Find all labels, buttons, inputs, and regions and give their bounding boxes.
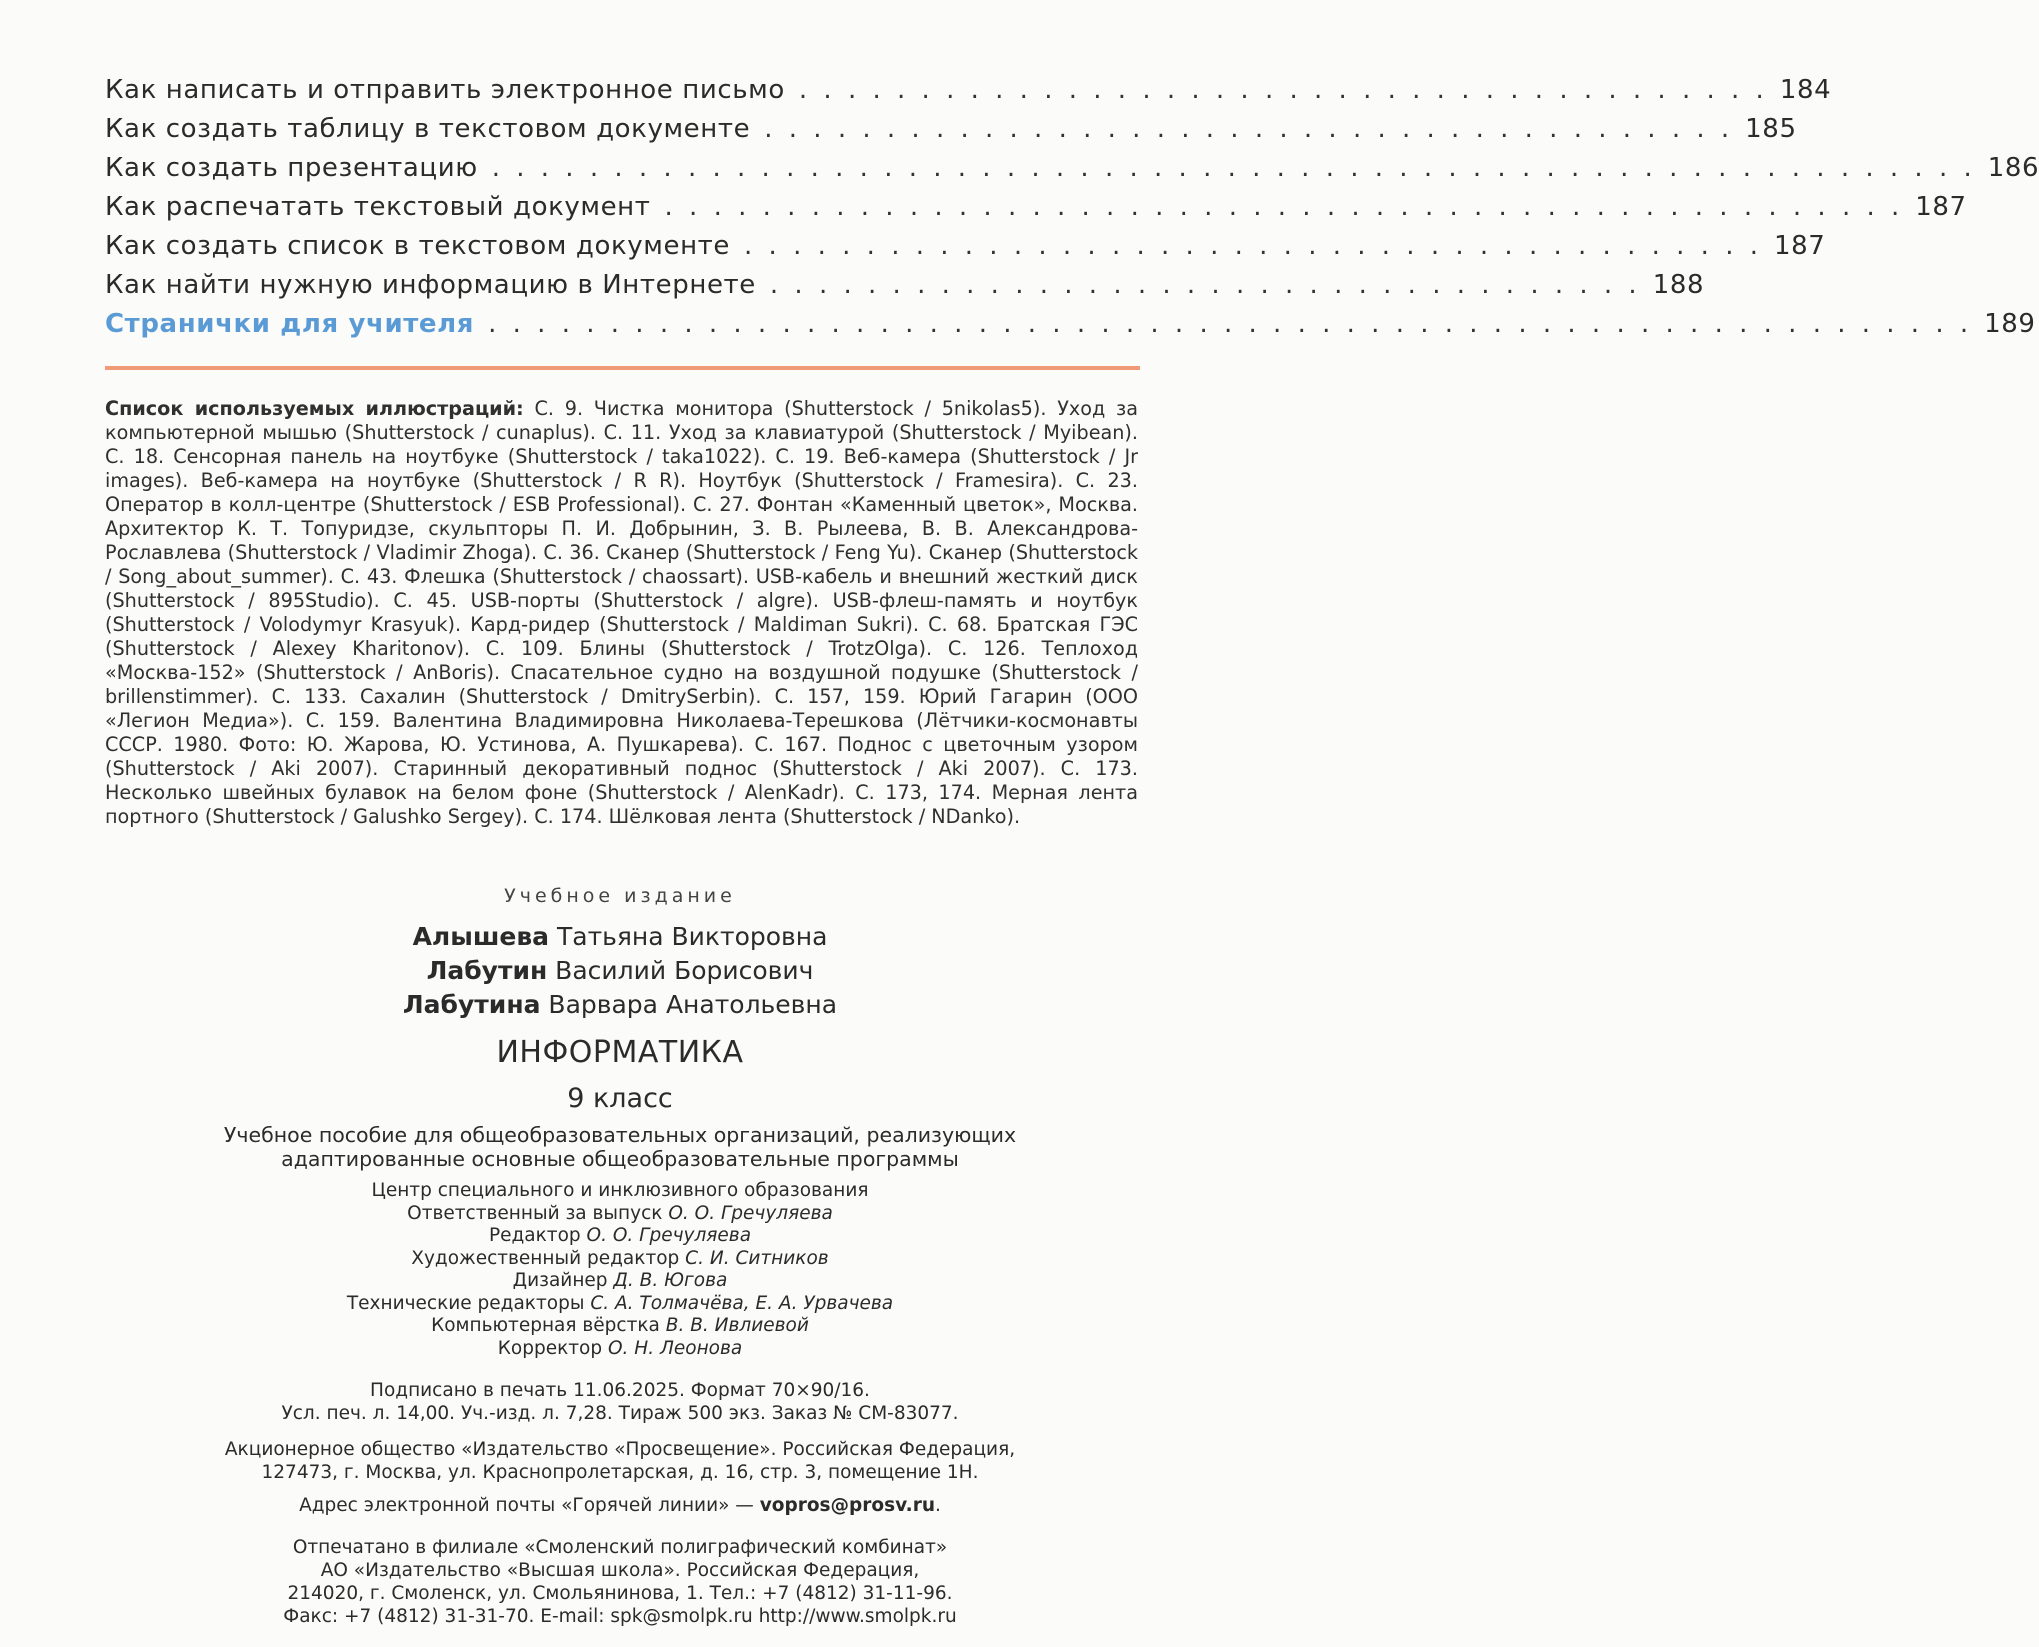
description-line: Учебное пособие для общеобразовательных организаций, реализующих (223, 1123, 1017, 1147)
illustration-credits-heading: Список используемых иллюстраций: (105, 397, 524, 420)
staff-person: О. О. Гречуляева (586, 1225, 752, 1246)
toc-leader-dots: . . . . . . . . . . . . . . . . . . . . . . . . . . . . . . . . . . . . . . . . . . . . . . . . . . . . . . . . . . . . . (491, 153, 1976, 183)
publisher-line: 127473, г. Москва, ул. Краснопролетарская, д. 16, стр. 3, помещение 1Н. (261, 1462, 979, 1483)
toc-entry (105, 114, 1797, 153)
staff-line (120, 1225, 1120, 1248)
toc-leader-dots: . . . . . . . . . . . . . . . . . . . . . . . . . . . . . . . . . . . . . . . . (798, 75, 1768, 105)
toc-title: Как создать презентацию (105, 153, 478, 183)
toc-leader-dots: . . . . . . . . . . . . . . . . . . . . . . . . . . . . . . . . . . . . . . . . . . (744, 231, 1762, 261)
hotline-end: . (935, 1495, 941, 1516)
book-description (120, 1123, 1120, 1171)
author-name: Варвара Анатольевна (540, 990, 838, 1019)
toc-page-number: 186 (1987, 153, 2039, 183)
staff-role: Дизайнер (512, 1270, 614, 1291)
toc-page-number: 188 (1652, 270, 1705, 300)
author (120, 920, 1120, 954)
staff-role: Компьютерная вёрстка (431, 1315, 666, 1336)
staff-role: Редактор (488, 1225, 587, 1246)
staff-person: Д. В. Югова (613, 1270, 728, 1291)
staff-line (120, 1203, 1120, 1226)
publishing-center: Центр специального и инклюзивного образования (371, 1180, 869, 1201)
toc-leader-dots: . . . . . . . . . . . . . . . . . . . . . . . . . . . . . . . . . . . . . . . . . . . . . . . . . . . (664, 192, 1904, 222)
toc-entry (105, 231, 1826, 270)
author-name: Татьяна Викторовна (549, 922, 828, 951)
staff-role: Ответственный за выпуск (407, 1202, 669, 1224)
section-divider (105, 366, 1140, 370)
print-info-line: Усл. печ. л. 14,00. Уч.-изд. л. 7,28. Тираж 500 экз. Заказ № СМ-83077. (281, 1403, 959, 1424)
toc-title: Странички для учителя (105, 309, 475, 339)
grade: 9 класс (567, 1083, 673, 1114)
print-info-line: Подписано в печать 11.06.2025. Формат 70×90/16. (370, 1380, 870, 1401)
printer-line: АО «Издательство «Высшая школа». Российская Федерация, (320, 1560, 920, 1581)
editorial-staff (120, 1180, 1120, 1360)
authors (120, 920, 1120, 1022)
toc-leader-dots: . . . . . . . . . . . . . . . . . . . . . . . . . . . . . . . . . . . . . . . . . . . . . . . . . . . . . . . . . . . . . (488, 309, 1973, 339)
hotline-email-address: vopros@prosv.ru (759, 1495, 936, 1516)
staff-person: О. Н. Леонова (607, 1337, 743, 1359)
author-name: Василий Борисович (547, 956, 814, 985)
toc-entry-teacher-pages (105, 309, 2036, 348)
staff-role: Художественный редактор (411, 1247, 686, 1269)
table-of-contents (105, 75, 2039, 348)
staff-line (120, 1293, 1120, 1316)
staff-role: Корректор (497, 1337, 608, 1359)
toc-page-number: 187 (1915, 192, 1967, 222)
description-line: адаптированные основные общеобразовательные программы (281, 1147, 959, 1171)
staff-person: С. А. Толмачёва, Е. А. Урвачева (590, 1292, 894, 1314)
toc-entry (105, 153, 2039, 192)
print-info (120, 1379, 1120, 1425)
toc-entry (105, 270, 1705, 309)
hotline-label: Адрес электронной почты «Горячей линии» — (299, 1495, 760, 1516)
illustration-credits-text: С. 9. Чистка монитора (Shutterstock / 5nikolas5). Уход за компьютерной мышью (Shutterstock / cunaplus). С. 11. Уход за клавиатурой (Shutterstock / Myibean). С. 18. Сенсорная панель на ноутбуке (Shutterstock / taka1022). С. 19. Веб-камера (Shutterstock / Jr images). Веб-камера на ноутбуке (Shutterstock / R R). Ноутбук (Shutterstock / Framesira). С. 23. Оператор в колл-центре (Shutterstock / ESB Professional). С. 27. Фонтан «Каменный цветок», Москва. Архитектор К. Т. Топуридзе, скульпторы П. И. Добрынин, З. В. Рылеева, В. В. Александрова-Рославлева (Shutterstock / Vladimir Zhoga). С. 36. Сканер (Shutterstock / Feng Yu). Сканер (Shutterstock / Song_about_summer). С. 43. Флешка (Shutterstock / chaossart). USB-кабель и внешний жесткий диск (Shutterstock / 895Studio). С. 45. USB-порты (Shutterstock / algre). USB-флеш-память и ноутбук (Shutterstock / Volodymyr Krasyuk). Кард-ридер (Shutterstock / Maldiman Sukri). С. 68. Братская ГЭС (Shutterstock / Alexey Kharitonov). С. 109. Блины (Shutterstock / TrotzOlga). С. 126. Теплоход «Москва-152» (Shutterstock / AnBoris). Спасательное судно на воздушной подушке (Shutterstock / brillenstimmer). С. 133. Сахалин (Shutterstock / DmitrySerbin). С. 157, 159. Юрий Гагарин (ООО «Легион Медиа»). С. 159. Валентина Владимировна Николаева-Терешкова (Лётчики-космонавты СССР. 1980. Фото: Ю. Жарова, Ю. Устинова, А. Пушкарева). С. 167. Поднос с цветочным узором (Shutterstock / Aki 2007). Старинный декоративный поднос (Shutterstock / Aki 2007). С. 173. Несколько швейных булавок на белом фоне (Shutterstock / AlenKadr). С. 173, 174. Мерная лента портного (Shutterstock / Galushko Sergey). С. 174. Шёлковая лента (Shutterstock / NDanko). (105, 397, 1138, 828)
publisher-line: Акционерное общество «Издательство «Просвещение». Российская Федерация, (224, 1439, 1016, 1460)
author-surname: Лабутина (402, 990, 541, 1019)
author (120, 954, 1120, 988)
printer-line: Факс: +7 (4812) 31-31-70. E-mail: spk@smolpk.ru http://www.smolpk.ru (283, 1606, 957, 1627)
toc-entry (105, 192, 1967, 231)
staff-line (120, 1248, 1120, 1271)
toc-entry (105, 75, 1832, 114)
toc-leader-dots: . . . . . . . . . . . . . . . . . . . . . . . . . . . . . . . . . . . . . . . . (764, 114, 1734, 144)
staff-role: Технические редакторы (346, 1292, 591, 1314)
hotline-email (120, 1495, 1120, 1516)
toc-title: Как найти нужную информацию в Интернете (105, 270, 756, 300)
toc-title: Как создать список в текстовом документе (105, 231, 731, 261)
author-surname: Алышева (412, 922, 550, 951)
staff-person: О. О. Гречуляева (668, 1202, 833, 1224)
toc-page-number: 187 (1773, 231, 1826, 261)
toc-title: Как написать и отправить электронное письмо (105, 75, 785, 105)
author-surname: Лабутин (426, 956, 548, 985)
publisher-info (120, 1438, 1120, 1484)
staff-person: В. В. Ивлиевой (665, 1315, 809, 1336)
author (120, 988, 1120, 1022)
toc-title: Как распечатать текстовый документ (105, 192, 651, 222)
toc-page-number: 184 (1779, 75, 1832, 105)
toc-title: Как создать таблицу в текстовом документе (105, 114, 751, 144)
printer-line: 214020, г. Смоленск, ул. Смольянинова, 1. Тел.: +7 (4812) 31-11-96. (287, 1583, 953, 1604)
printer-info (120, 1536, 1120, 1628)
edition-type: Учебное издание (504, 885, 736, 907)
toc-page-number: 189 (1984, 309, 2036, 339)
printer-line: Отпечатано в филиале «Смоленский полиграфический комбинат» (292, 1537, 948, 1558)
staff-line (120, 1315, 1120, 1338)
book-title: ИНФОРМАТИКА (496, 1035, 744, 1070)
staff-line (120, 1338, 1120, 1361)
toc-leader-dots: . . . . . . . . . . . . . . . . . . . . . . . . . . . . . . . . . . . . (769, 270, 1641, 300)
staff-line (120, 1270, 1120, 1293)
staff-person: С. И. Ситников (685, 1247, 829, 1269)
illustration-credits (105, 397, 1138, 829)
toc-page-number: 185 (1745, 114, 1797, 144)
